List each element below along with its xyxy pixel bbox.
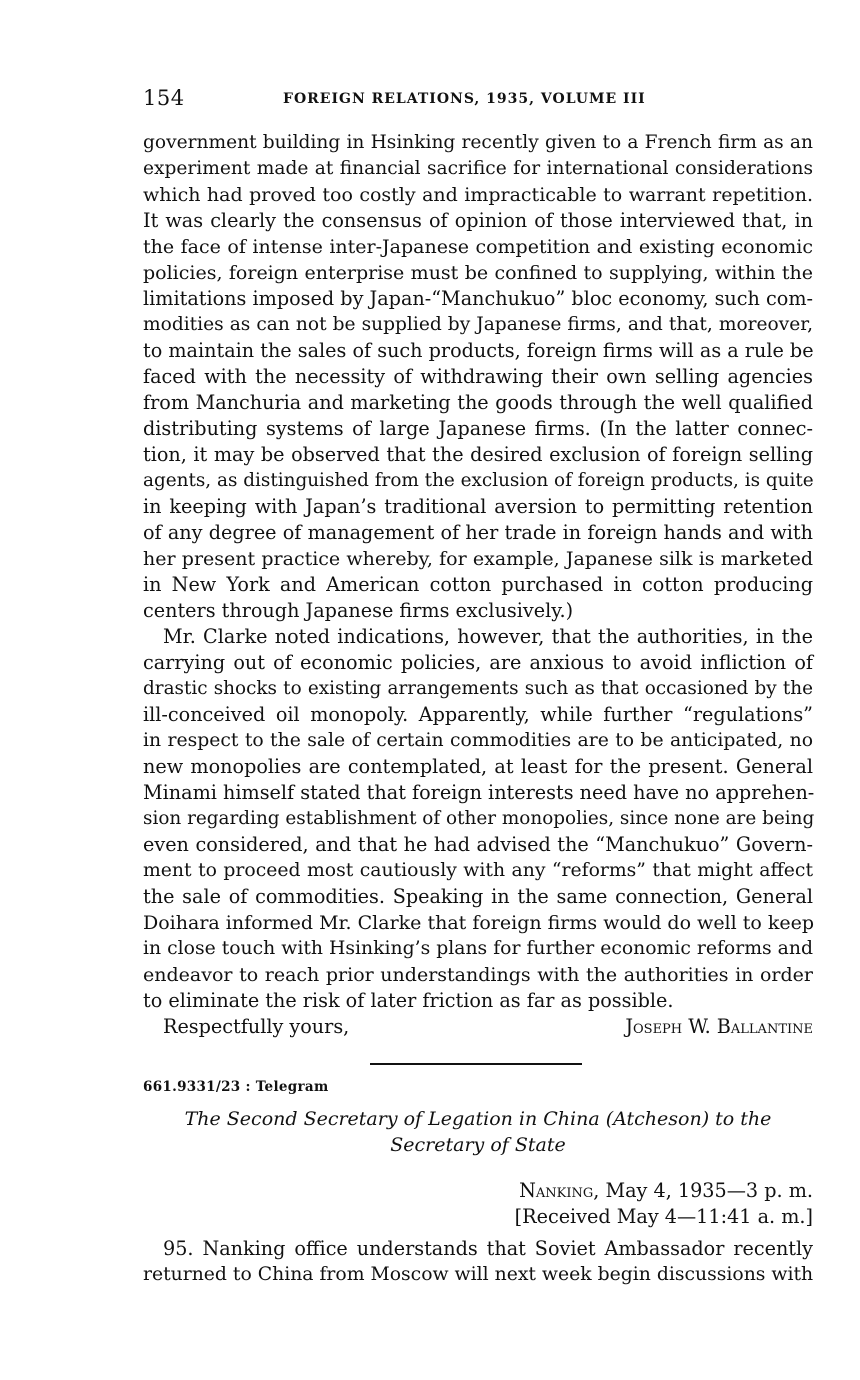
document-title-line: The Second Secretary of Legation in China (Atcheson) to the <box>184 1108 772 1130</box>
text-line: agents, as distinguished from the exclusion of foreign products, is quite <box>143 470 814 491</box>
text-line: her present practice whereby, for example, Japanese silk is marketed <box>143 548 813 570</box>
text-line: tion, it may be observed that the desired exclusion of foreign selling <box>143 443 813 466</box>
text-line: distributing systems of large Japanese firms. (In the latter connec- <box>143 417 813 440</box>
text-line: limitations imposed by Japan-“Manchukuo” bloc economy, such com- <box>143 287 813 310</box>
text-line: in close touch with Hsinking’s plans for further economic reforms and <box>143 938 813 959</box>
text-line: It was clearly the consensus of opinion of those interviewed that, in <box>143 209 813 232</box>
letter-body <box>143 130 813 1040</box>
dateline-date: May 4, 1935—3 p. m. <box>599 1179 813 1202</box>
page-number: 154 <box>143 86 185 110</box>
paragraph-continued <box>143 130 813 624</box>
text-line: carrying out of economic policies, are anxious to avoid infliction of <box>143 651 813 674</box>
dateline-sent <box>515 1178 813 1204</box>
text-line: faced with the necessity of withdrawing their own selling agencies <box>143 365 813 388</box>
text-line: policies, foreign enterprise must be confined to supplying, within the <box>143 262 813 284</box>
text-line: endeavor to reach prior understandings with the authorities in order <box>143 964 813 986</box>
text-line: from Manchuria and marketing the goods through the well qualified <box>143 391 813 414</box>
text-line: government building in Hsinking recently given to a French firm as an <box>143 132 813 153</box>
text-line: new monopolies are contemplated, at least for the present. General <box>143 755 813 778</box>
closing: Respectfully yours, <box>163 1015 350 1038</box>
text-line: Minami himself stated that foreign interests need have no apprehen- <box>143 781 815 804</box>
text-line: to eliminate the risk of later friction as far as possible. <box>143 989 674 1012</box>
running-title: FOREIGN RELATIONS, 1935, VOLUME III <box>283 91 646 107</box>
signature: Joseph W. Ballantine <box>625 1015 813 1038</box>
text-line: ment to proceed most cautiously with any “reforms” that might affect <box>143 860 813 881</box>
dateline-received: [Received May 4—11:41 a. m.] <box>514 1205 813 1228</box>
dateline-place: Nanking, <box>519 1179 600 1202</box>
text-line: the face of intense inter-Japanese competition and existing economic <box>143 236 813 258</box>
document-title <box>143 1106 813 1158</box>
text-line: drastic shocks to existing arrangements such as that occasioned by the <box>143 678 813 699</box>
text-line: to maintain the sales of such products, foreign firms will as a rule be <box>143 339 814 362</box>
document-reference: 661.9331/23 : Telegram <box>143 1079 329 1095</box>
text-line: even considered, and that he had advised the “Manchukuo” Govern- <box>143 833 813 856</box>
text-line: of any degree of management of her trade in foreign hands and with <box>143 521 813 544</box>
telegram-body <box>143 1236 813 1288</box>
page-header <box>143 86 813 116</box>
dateline <box>515 1178 813 1230</box>
text-line: in respect to the sale of certain commodities are to be anticipated, no <box>143 730 813 751</box>
section-divider <box>370 1063 582 1065</box>
text-line: centers through Japanese firms exclusively.) <box>143 599 574 622</box>
text-line: experiment made at financial sacrifice for international considerations <box>143 158 813 179</box>
text-line: which had proved too costly and impracticable to warrant repetition. <box>143 184 813 206</box>
text-line: ill-conceived oil monopoly. Apparently, while further “regulations” <box>143 703 813 726</box>
text-line: Mr. Clarke noted indications, however, that the authorities, in the <box>163 625 813 648</box>
text-line: sion regarding establishment of other monopolies, since none are being <box>143 808 815 829</box>
paragraph-clarke <box>143 624 813 1014</box>
text-line: Doihara informed Mr. Clarke that foreign firms would do well to keep <box>143 912 815 934</box>
text-line: in keeping with Japan’s traditional aversion to permitting retention <box>143 495 813 518</box>
signature-block <box>143 1014 813 1040</box>
document-title-line: Secretary of State <box>390 1134 566 1156</box>
text-line: modities as can not be supplied by Japanese firms, and that, moreover, <box>143 314 813 335</box>
text-line: the sale of commodities. Speaking in the same connection, General <box>143 885 813 908</box>
text-line: returned to China from Moscow will next week begin discussions with <box>143 1264 814 1285</box>
text-line: in New York and American cotton purchased in cotton producing <box>143 573 813 596</box>
text-line: 95. Nanking office understands that Soviet Ambassador recently <box>163 1237 813 1260</box>
